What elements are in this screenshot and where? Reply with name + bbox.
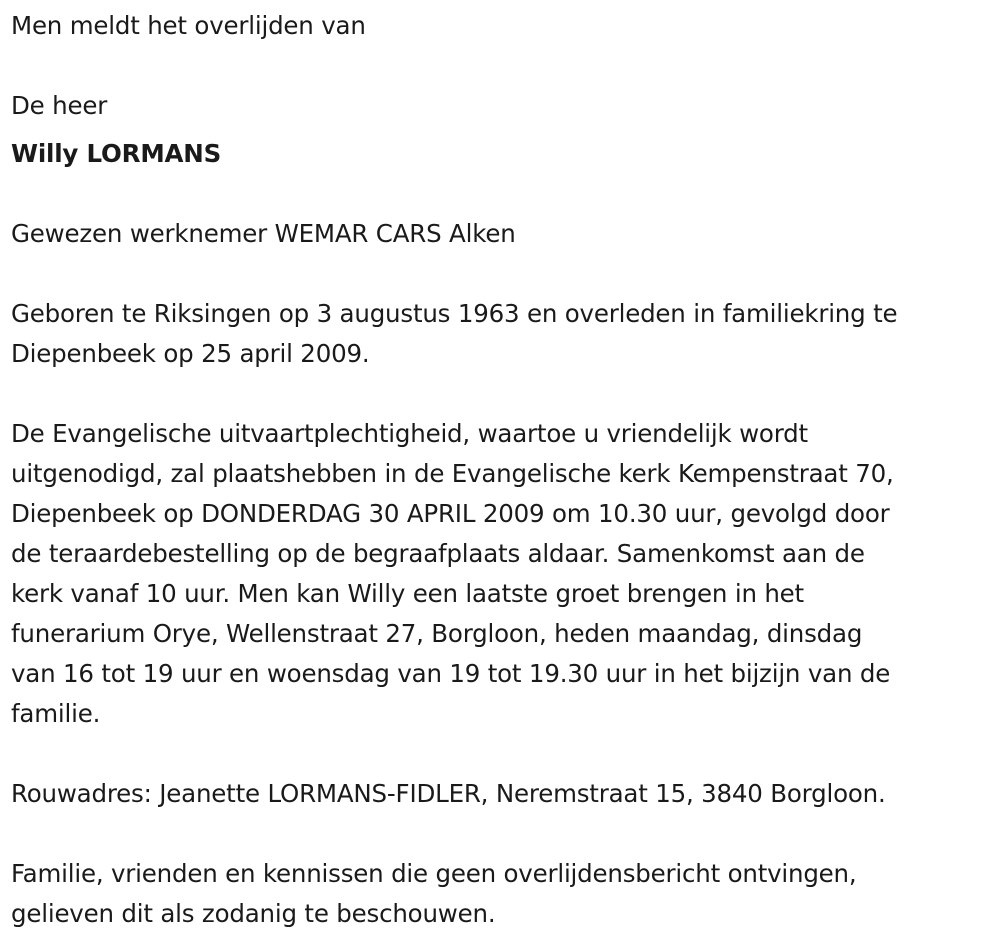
closing-line: Familie, vrienden en kennissen die geen overlijdensbericht ontvingen, bbox=[11, 859, 857, 888]
ceremony-line: Diepenbeek op DONDERDAG 30 APRIL 2009 om 10.30 uur, gevolgd door bbox=[11, 499, 890, 528]
closing-line: gelieven dit als zodanig te beschouwen. bbox=[11, 899, 496, 928]
ceremony-line: van 16 tot 19 uur en woensdag van 19 tot 19.30 uur in het bijzijn van de bbox=[11, 659, 891, 688]
ceremony-line: kerk vanaf 10 uur. Men kan Willy een laatste groet brengen in het bbox=[11, 579, 804, 608]
mourning-address: Rouwadres: Jeanette LORMANS-FIDLER, Neremstraat 15, 3840 Borgloon. bbox=[11, 779, 886, 808]
ceremony-line: uitgenodigd, zal plaatshebben in de Evangelische kerk Kempenstraat 70, bbox=[11, 459, 894, 488]
ceremony-line: De Evangelische uitvaartplechtigheid, waartoe u vriendelijk wordt bbox=[11, 419, 808, 448]
intro-line: Men meldt het overlijden van bbox=[11, 11, 366, 40]
occupation-line: Gewezen werknemer WEMAR CARS Alken bbox=[11, 219, 516, 248]
deceased-name: Willy LORMANS bbox=[11, 139, 222, 168]
birth-death-line: Diepenbeek op 25 april 2009. bbox=[11, 339, 370, 368]
ceremony-line: familie. bbox=[11, 699, 101, 728]
birth-death-line: Geboren te Riksingen op 3 augustus 1963 en overleden in familiekring te bbox=[11, 299, 898, 328]
salutation: De heer bbox=[11, 91, 108, 120]
ceremony-line: de teraardebestelling op de begraafplaats aldaar. Samenkomst aan de bbox=[11, 539, 865, 568]
ceremony-line: funerarium Orye, Wellenstraat 27, Borgloon, heden maandag, dinsdag bbox=[11, 619, 863, 648]
